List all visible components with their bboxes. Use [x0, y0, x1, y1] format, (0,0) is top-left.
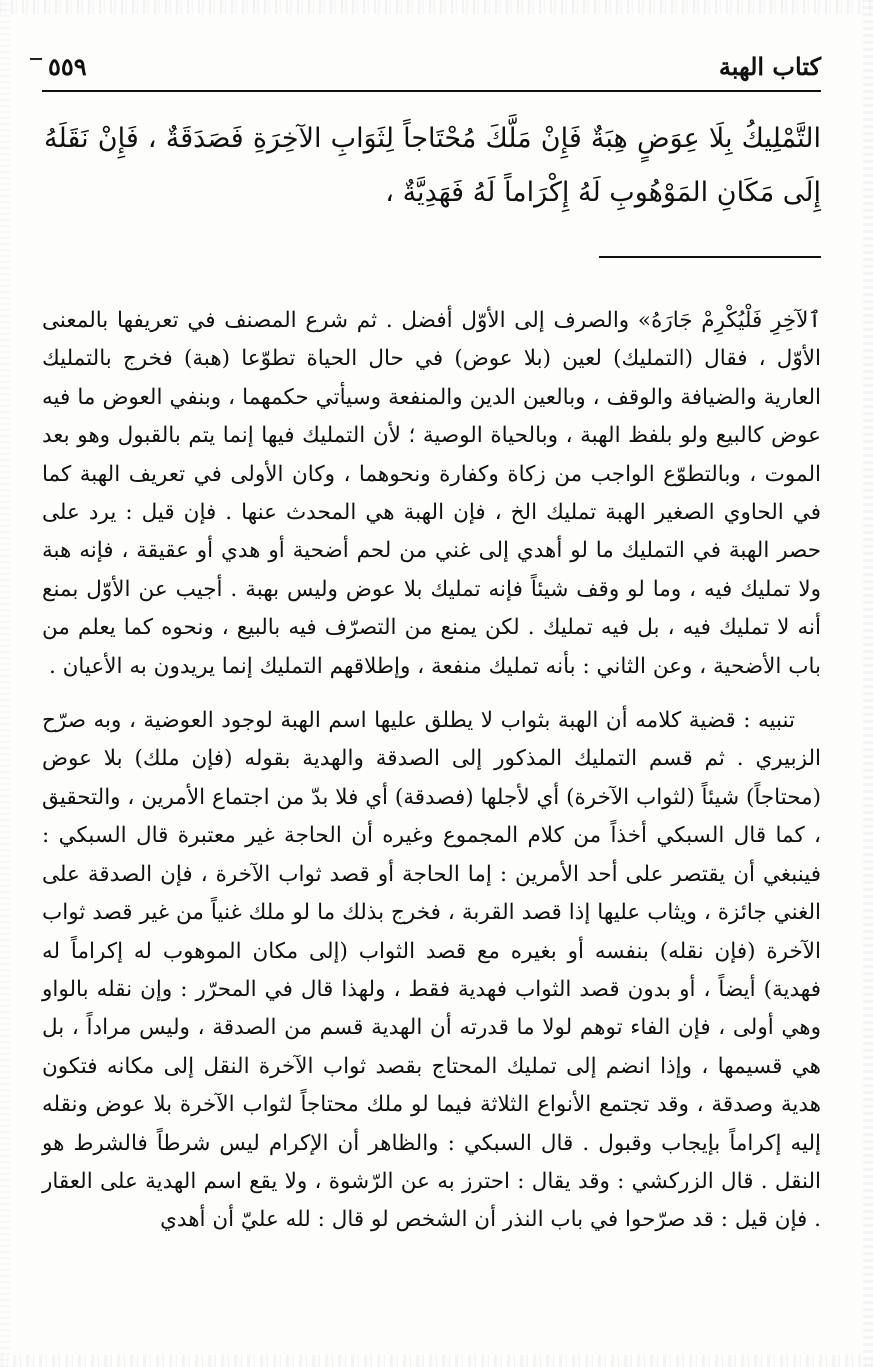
chapter-title: كتاب الهبة	[718, 52, 821, 81]
page-number: ٥٥٩	[48, 52, 87, 81]
scan-noise-left	[0, 0, 10, 1367]
header-rule	[42, 90, 821, 92]
scan-noise-bottom	[0, 1355, 873, 1367]
commentary-paragraph-1: ٱلآخِرِ فَلْيُكْرِمْ جَارَهُ» والصرف إلى الأوّل أفضل . ثم شرع المصنف في تعريفها بالمعنى الأوّل ، فقال (التمليك) لعين (بلا عوض) في حال الحياة تطوّعا (هبة) فخرج بالتمليك العارية والضيافة والوقف ، وبالعين الدين والمنفعة وسيأتي حكمهما ، وبنفي العوض ما فيه عوض كالبيع ولو بلفظ الهبة ، وبالحياة الوصية ؛ لأن التمليك فيها إنما يتم بالقبول وهو بعد الموت ، وبالتطوّع الواجب من زكاة وكفارة ونحوهما ، وكان الأولى في تعريف الهبة كما في الحاوي الصغير الهبة تمليك الخ ، فإن الهبة هي المحدث عنها . فإن قيل : يرد على حصر الهبة في التمليك ما لو أهدي إلى غني من لحم أضحية أو هدي أو عقيقة ، فإنه هبة ولا تمليك فيه ، وما لو وقف شيئاً فإنه تمليك بلا عوض وليس بهبة . أجيب عن الأوّل بمنع أنه لا تمليك فيه ، بل فيه تمليك . لكن يمنع من التصرّف فيه بالبيع ، ونحوه كما يعلم من باب الأضحية ، وعن الثاني : بأنه تمليك منفعة ، وإطلاقهم التمليك إنما يريدون به الأعيان .	[42, 308, 821, 679]
running-header	[30, 46, 821, 92]
matn-paragraph: التَّمْلِيكُ بِلَا عِوَضٍ هِبَةٌ فَإِنْ مَلَّكَ مُحْتَاجاً لِثَوَابِ الآخِرَةِ فَصَدَقَةٌ ، فَإِنْ نَقَلَهُ إِلَى مَكَانِ المَوْهُوبِ لَهُ إِكْرَاماً لَهُ فَهَدِيَّةٌ ،	[44, 123, 821, 208]
scan-noise-top	[0, 0, 873, 14]
header-dash	[30, 58, 42, 60]
scan-noise-right	[863, 0, 873, 1367]
matn-text-block	[44, 112, 821, 220]
commentary-block	[42, 302, 821, 1240]
footnote-separator-rule	[599, 256, 821, 258]
commentary-paragraph-2: تنبيه : قضية كلامه أن الهبة بثواب لا يطلق عليها اسم الهبة لوجود العوضية ، وبه صرّح الزبيري . ثم قسم التمليك المذكور إلى الصدقة والهدية بقوله (فإن ملك) بلا عوض (محتاجاً) شيئاً (لثواب الآخرة) أي لأجلها (فصدقة) أي فلا بدّ من اجتماع الأمرين ، والتحقيق ، كما قال السبكي أخذاً من كلام المجموع وغيره أن الحاجة غير معتبرة قال السبكي : فينبغي أن يقتصر على أحد الأمرين : إما الحاجة أو قصد ثواب الآخرة ، فإن الصدقة على الغني جائزة ، ويثاب عليها إذا قصد القربة ، فخرج بذلك ما لو ملك غنياً من غير قصد ثواب الآخرة (فإن نقله) بنفسه أو بغيره مع قصد الثواب (إلى مكان الموهوب له إكراماً له فهدية) أيضاً ، أو بدون قصد الثواب فهدية فقط ، ولهذا قال في المحرّر : وإن نقله بالواو وهي أولى ، فإن الفاء توهم لولا ما قدرته أن الهدية قسم من الصدقة ، وليس مراداً ، بل هي قسيمها ، وإذا انضم إلى تمليك المحتاج بقصد ثواب الآخرة النقل إلى مكانه فتكون هدية وصدقة ، وقد تجتمع الأنواع الثلاثة فيما لو ملك محتاجاً لثواب الآخرة بلا عوض ونقله إليه إكراماً بإيجاب وقبول . قال السبكي : والظاهر أن الإكرام ليس شرطاً فالشرط هو النقل . قال الزركشي : وقد يقال : احترز به عن الرّشوة ، ولا يقع اسم الهدية على العقار . فإن قيل : قد صرّحوا في باب النذر أن الشخص لو قال : لله عليّ أن أهدي	[42, 708, 821, 1233]
